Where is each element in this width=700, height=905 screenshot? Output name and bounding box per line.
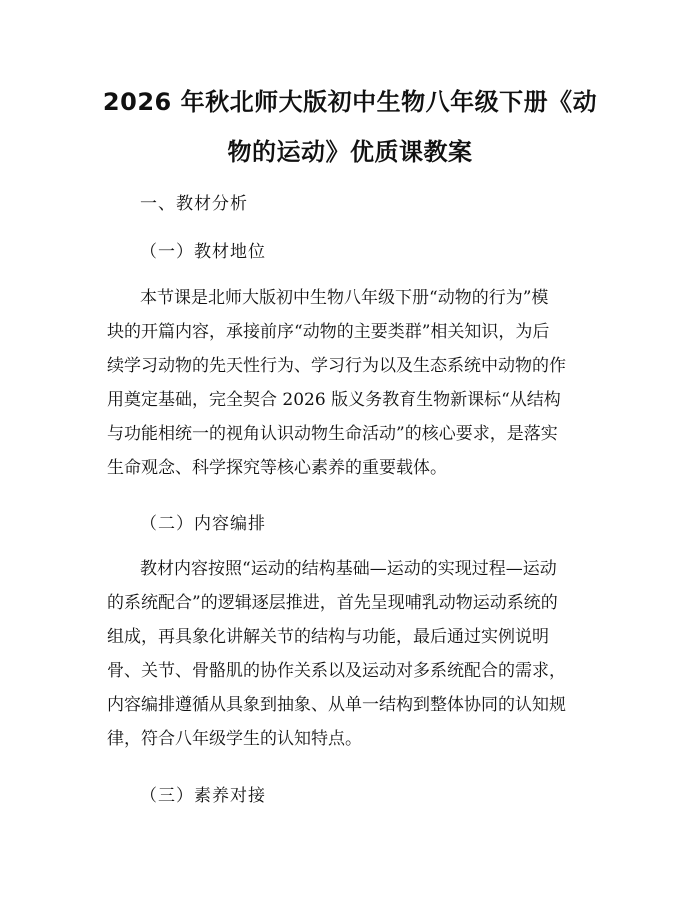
paragraph-line: 用奠定基础，完全契合 2026 版义务教育生物新课标“从结构 bbox=[107, 390, 561, 410]
subheading-textbook-position: （一）教材地位 bbox=[140, 242, 266, 262]
subheading-literacy-alignment: （三）素养对接 bbox=[140, 786, 266, 806]
paragraph-content-arrangement bbox=[107, 552, 597, 756]
paragraph-line: 本节课是北师大版初中生物八年级下册“动物的行为”模 bbox=[140, 288, 549, 308]
paragraph-line: 的系统配合”的逻辑逐层推进，首先呈现哺乳动物运动系统的 bbox=[107, 593, 558, 613]
paragraph-line: 内容编排遵循从具象到抽象、从单一结构到整体协同的认知规 bbox=[107, 695, 566, 715]
paragraph-line: 与功能相统一的视角认识动物生命活动”的核心要求，是落实 bbox=[107, 424, 558, 444]
paragraph-line: 教材内容按照“运动的结构基础—运动的实现过程—运动 bbox=[140, 559, 557, 579]
paragraph-line: 组成，再具象化讲解关节的结构与功能，最后通过实例说明 bbox=[107, 627, 549, 647]
paragraph-line: 律，符合八年级学生的认知特点。 bbox=[107, 729, 362, 749]
paragraph-line: 生命观念、科学探究等核心素养的重要载体。 bbox=[107, 458, 447, 478]
document-title-line-2: 物的运动》优质课教案 bbox=[227, 138, 473, 166]
paragraph-textbook-position bbox=[107, 281, 597, 485]
paragraph-line: 块的开篇内容，承接前序“动物的主要类群”相关知识，为后 bbox=[107, 322, 550, 342]
subheading-content-arrangement: （二）内容编排 bbox=[140, 514, 266, 534]
document-title-line-1: 2026 年秋北师大版初中生物八年级下册《动 bbox=[102, 88, 598, 116]
section-heading-textbook-analysis: 一、教材分析 bbox=[140, 194, 248, 214]
paragraph-line: 骨、关节、骨骼肌的协作关系以及运动对多系统配合的需求， bbox=[107, 661, 566, 681]
paragraph-line: 续学习动物的先天性行为、学习行为以及生态系统中动物的作 bbox=[107, 356, 566, 376]
